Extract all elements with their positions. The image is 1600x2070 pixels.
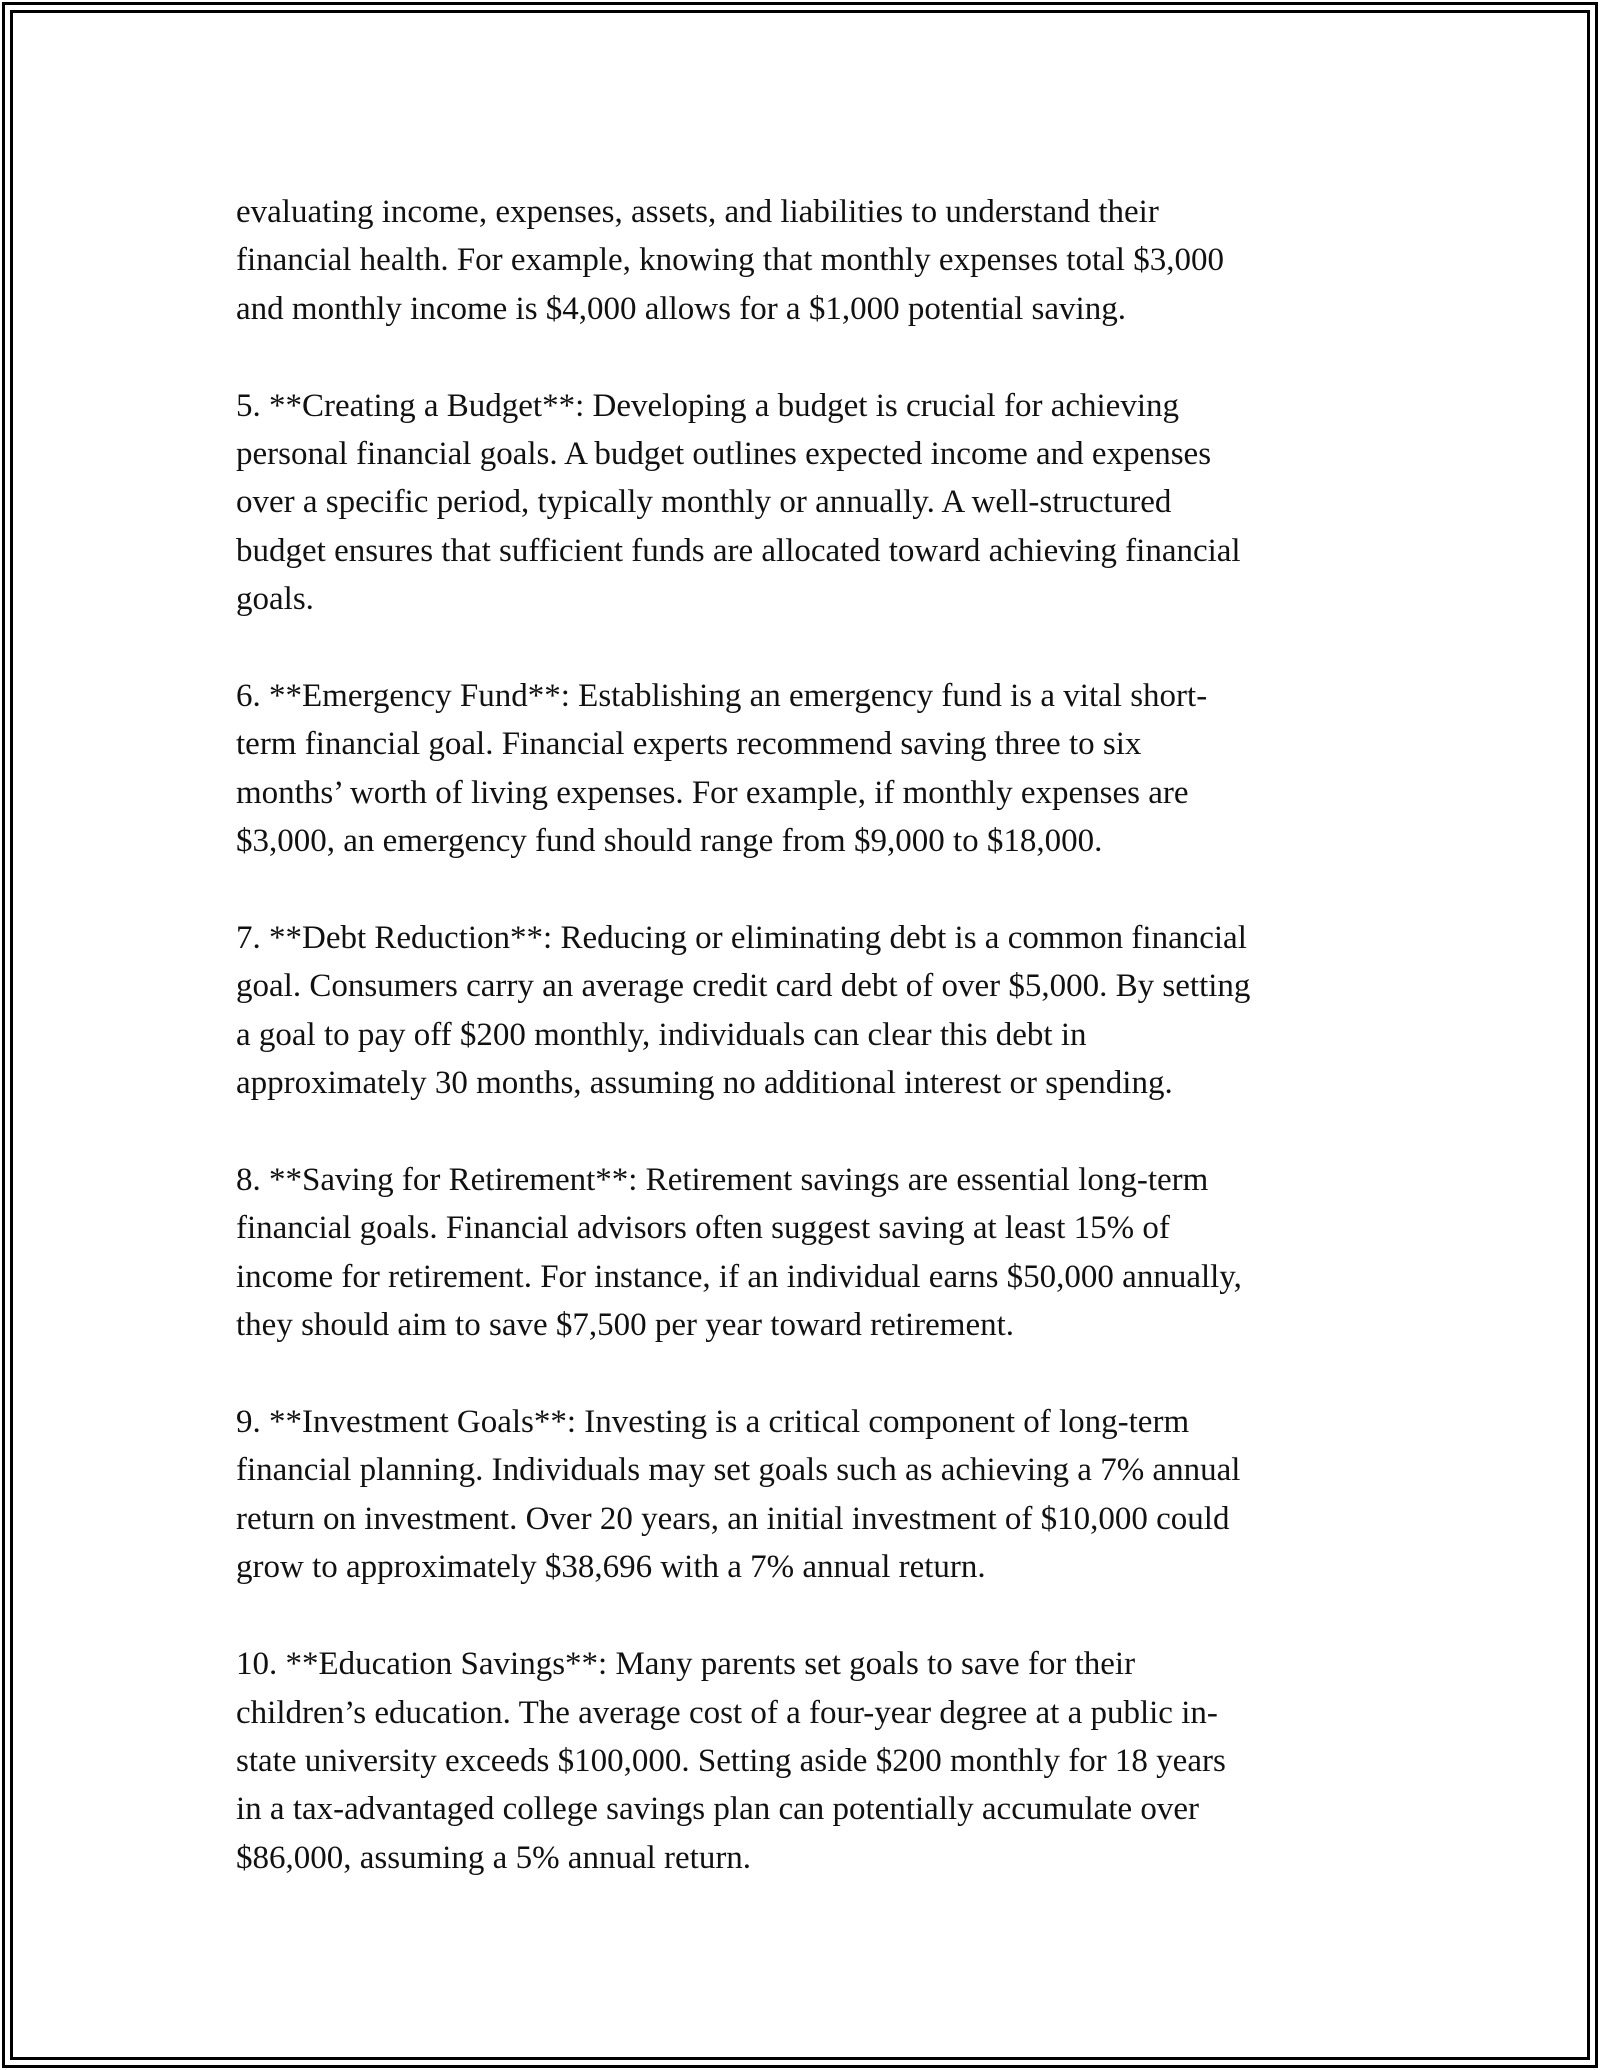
text-line: $86,000, assuming a 5% annual return. (236, 1839, 752, 1876)
text-line: $3,000, an emergency fund should range from $9,000 to $18,000. (236, 823, 1103, 860)
paragraph-debt-reduction (236, 914, 1376, 1108)
text-line: children’s education. The average cost of a four-year degree at a public in- (236, 1694, 1218, 1731)
paragraph-creating-budget (236, 382, 1376, 624)
text-line: grow to approximately $38,696 with a 7% annual return. (236, 1549, 986, 1586)
text-line: 7. **Debt Reduction**: Reducing or eliminating debt is a common financial (236, 920, 1247, 957)
text-line: return on investment. Over 20 years, an initial investment of $10,000 could (236, 1500, 1230, 1537)
text-line: state university exceeds $100,000. Setting aside $200 monthly for 18 years (236, 1742, 1226, 1779)
text-line: 9. **Investment Goals**: Investing is a critical component of long-term (236, 1404, 1190, 1441)
text-line: 8. **Saving for Retirement**: Retirement savings are essential long-term (236, 1162, 1209, 1199)
text-line: and monthly income is $4,000 allows for a $1,000 potential saving. (236, 290, 1126, 327)
paragraph-emergency-fund (236, 672, 1376, 866)
text-line: personal financial goals. A budget outlines expected income and expenses (236, 436, 1212, 473)
text-line: 5. **Creating a Budget**: Developing a budget is crucial for achieving (236, 387, 1179, 424)
text-line: a goal to pay off $200 monthly, individuals can clear this debt in (236, 1016, 1087, 1053)
text-line: income for retirement. For instance, if an individual earns $50,000 annually, (236, 1258, 1242, 1295)
text-line: goal. Consumers carry an average credit card debt of over $5,000. By setting (236, 968, 1251, 1005)
text-line: over a specific period, typically monthly or annually. A well-structured (236, 484, 1172, 521)
paragraph-financial-assessment (236, 188, 1376, 333)
text-line: financial goals. Financial advisors often suggest saving at least 15% of (236, 1210, 1170, 1247)
text-line: term financial goal. Financial experts recommend saving three to six (236, 726, 1142, 763)
text-line: goals. (236, 581, 314, 618)
text-line: they should aim to save $7,500 per year toward retirement. (236, 1307, 1015, 1344)
text-line: approximately 30 months, assuming no additional interest or spending. (236, 1065, 1173, 1102)
text-line: months’ worth of living expenses. For example, if monthly expenses are (236, 774, 1189, 811)
paragraph-saving-retirement (236, 1156, 1376, 1350)
document-body (236, 188, 1376, 1882)
text-line: 6. **Emergency Fund**: Establishing an emergency fund is a vital short- (236, 678, 1208, 715)
text-line: evaluating income, expenses, assets, and liabilities to understand their (236, 194, 1159, 230)
text-line: financial health. For example, knowing that monthly expenses total $3,000 (236, 242, 1224, 279)
paragraph-education-savings (236, 1640, 1376, 1882)
text-line: in a tax-advantaged college savings plan can potentially accumulate over (236, 1791, 1200, 1828)
paragraph-investment-goals (236, 1398, 1376, 1592)
text-line: financial planning. Individuals may set goals such as achieving a 7% annual (236, 1452, 1241, 1489)
text-line: budget ensures that sufficient funds are allocated toward achieving financial (236, 532, 1241, 569)
text-line: 10. **Education Savings**: Many parents set goals to save for their (236, 1646, 1136, 1683)
